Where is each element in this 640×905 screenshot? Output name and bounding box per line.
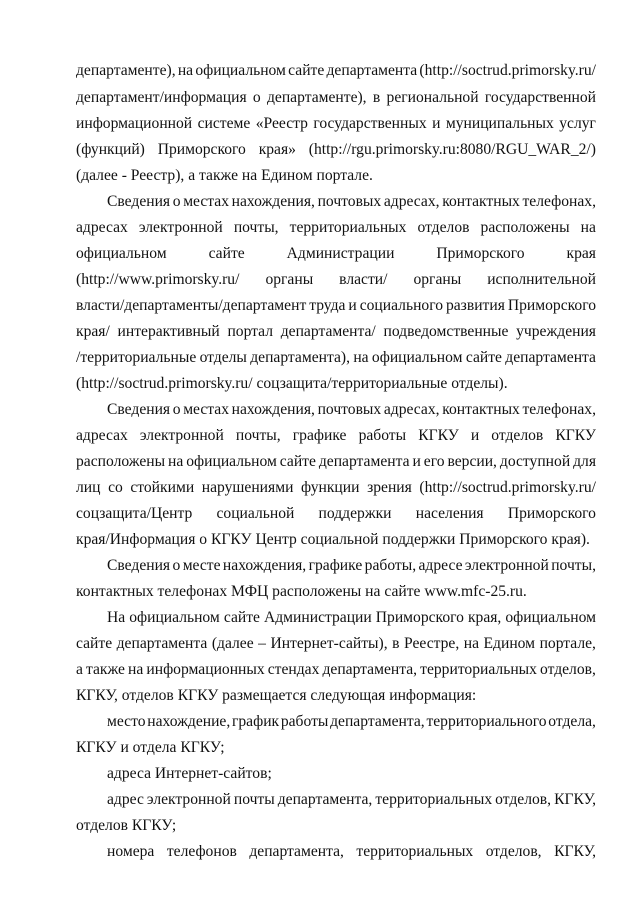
paragraph-first-line: Сведения о местах нахождения, почтовых адресах, контактных телефонах, xyxy=(107,193,596,210)
text-line: отделов КГКУ; xyxy=(76,817,177,834)
list-item-first-line: адреса Интернет-сайтов; xyxy=(107,765,272,782)
text-line: контактных телефонах МФЦ расположены на сайте www.mfc-25.ru. xyxy=(76,583,527,600)
text-line: КГКУ и отдела КГКУ; xyxy=(76,739,225,756)
text-line: департаменте), на официальном сайте департамента (http://soctrud.primorsky.ru/ xyxy=(76,62,596,79)
text-line: (http://soctrud.primorsky.ru/ соцзащита/территориальные отделы). xyxy=(76,375,508,392)
text-line: лиц со стойкими нарушениями функции зрения (http://soctrud.primorsky.ru/ xyxy=(76,479,596,496)
text-line: (функций) Приморского края» (http://rgu.primorsky.ru:8080/RGU_WAR_2/) xyxy=(76,141,596,158)
text-line: соцзащита/Центр социальной поддержки населения Приморского xyxy=(76,505,596,522)
text-line: власти/департаменты/департамент труда и социального развития Приморского xyxy=(76,297,596,314)
paragraph-first-line: На официальном сайте Администрации Приморского края, официальном xyxy=(107,609,596,626)
text-line: /территориальные отделы департамента), на официальном сайте департамента xyxy=(76,349,596,366)
text-line: КГКУ, отделов КГКУ размещается следующая информация: xyxy=(76,687,477,704)
paragraph-first-line: Сведения о месте нахождения, графике работы, адресе электронной почты, xyxy=(107,557,596,574)
text-line: (далее - Реестр), а также на Едином портале. xyxy=(76,167,373,184)
text-line: адресах электронной почты, территориальных отделов расположены на xyxy=(76,219,596,236)
text-line: края/Информация о КГКУ Центр социальной поддержки Приморского края). xyxy=(76,531,590,548)
text-line: официальном сайте Администрации Приморского края xyxy=(76,245,596,262)
paragraph-first-line: Сведения о местах нахождения, почтовых адресах, контактных телефонах, xyxy=(107,401,596,418)
text-line: адресах электронной почты, графике работы КГКУ и отделов КГКУ xyxy=(76,427,596,444)
text-line: департамент/информация о департаменте), в региональной государственной xyxy=(76,89,596,106)
text-line: а также на информационных стендах департамента, территориальных отделов, xyxy=(76,661,596,678)
text-line: информационной системе «Реестр государственных и муниципальных услуг xyxy=(76,115,596,132)
list-item-first-line: номера телефонов департамента, территориальных отделов, КГКУ, xyxy=(107,843,596,860)
text-line: расположены на официальном сайте департамента и его версии, доступной для xyxy=(76,453,596,470)
list-item-first-line: адрес электронной почты департамента, территориальных отделов, КГКУ, xyxy=(107,791,596,808)
text-line: сайте департамента (далее – Интернет-сайты), в Реестре, на Едином портале, xyxy=(76,635,596,652)
text-line: (http://www.primorsky.ru/ органы власти/ органы исполнительной xyxy=(76,271,596,288)
text-line: края/ интерактивный портал департамента/ подведомственные учреждения xyxy=(76,323,596,340)
list-item-first-line: место нахождение, график работы департамента, территориального отдела, xyxy=(107,713,596,730)
